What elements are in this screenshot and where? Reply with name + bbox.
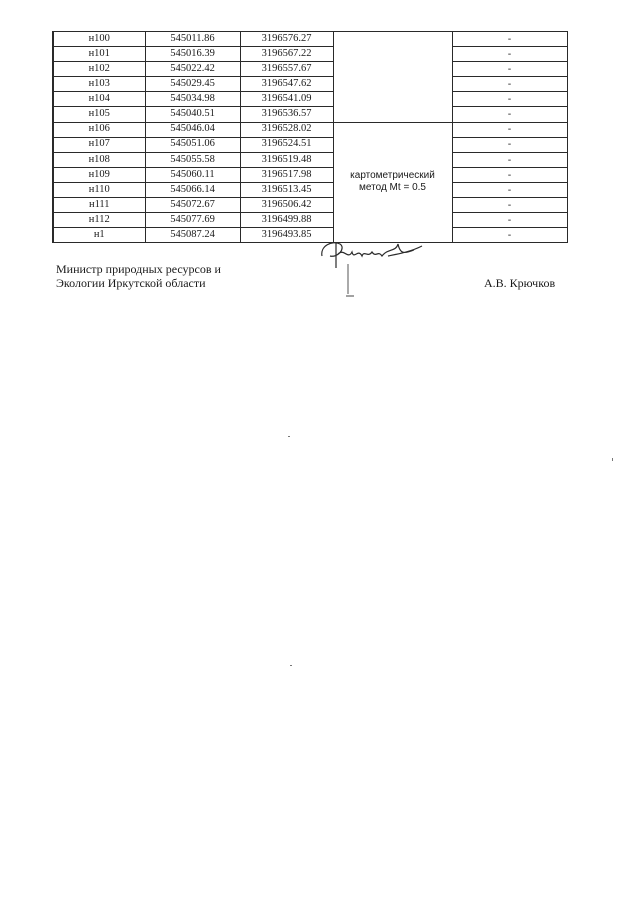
x-coordinate: 545077.69 (145, 213, 240, 228)
y-coordinate: 3196499.88 (240, 213, 333, 228)
table-row (53, 107, 567, 122)
point-label: н1 (53, 228, 145, 243)
y-coordinate: 3196541.09 (240, 92, 333, 107)
table-row (53, 182, 567, 197)
table-row (53, 92, 567, 107)
accuracy-cell: - (452, 47, 567, 62)
accuracy-cell: - (452, 198, 567, 213)
accuracy-cell: - (452, 62, 567, 77)
accuracy-cell: - (452, 167, 567, 182)
point-label: н111 (53, 198, 145, 213)
signatory-position-line-1: Министр природных ресурсов и (56, 262, 221, 276)
coordinates-table (52, 31, 568, 243)
table-row (53, 213, 567, 228)
table-row (53, 122, 567, 137)
accuracy-cell: - (452, 32, 567, 47)
accuracy-cell: - (452, 213, 567, 228)
x-coordinate: 545016.39 (145, 47, 240, 62)
y-coordinate: 3196517.98 (240, 167, 333, 182)
point-label: н109 (53, 167, 145, 182)
method-line-1: картометрический (350, 170, 435, 182)
x-coordinate: 545060.11 (145, 167, 240, 182)
signatory-name: А.В. Крючков (484, 276, 556, 290)
x-coordinate: 545046.04 (145, 122, 240, 137)
accuracy-cell: - (452, 92, 567, 107)
table-row (53, 47, 567, 62)
point-label: н101 (53, 47, 145, 62)
table-row (53, 167, 567, 182)
y-coordinate: 3196557.67 (240, 62, 333, 77)
table-row (53, 152, 567, 167)
x-coordinate: 545087.24 (145, 228, 240, 243)
point-label: н102 (53, 62, 145, 77)
accuracy-cell: - (452, 182, 567, 197)
point-label: н104 (53, 92, 145, 107)
x-coordinate: 545051.06 (145, 137, 240, 152)
table-row (53, 32, 567, 47)
point-label: н103 (53, 77, 145, 92)
x-coordinate: 545011.86 (145, 32, 240, 47)
method-line-2: метод Mt = 0.5 (359, 182, 426, 194)
point-label: н107 (53, 137, 145, 152)
coordinates-table-body (53, 32, 567, 243)
x-coordinate: 545022.42 (145, 62, 240, 77)
y-coordinate: 3196536.57 (240, 107, 333, 122)
table-row (53, 137, 567, 152)
scan-speck (288, 436, 290, 437)
y-coordinate: 3196524.51 (240, 137, 333, 152)
x-coordinate: 545040.51 (145, 107, 240, 122)
accuracy-cell: - (452, 122, 567, 137)
y-coordinate: 3196513.45 (240, 182, 333, 197)
point-label: н100 (53, 32, 145, 47)
scan-speck (612, 458, 613, 461)
x-coordinate: 545066.14 (145, 182, 240, 197)
table-row (53, 62, 567, 77)
y-coordinate: 3196506.42 (240, 198, 333, 213)
x-coordinate: 545055.58 (145, 152, 240, 167)
signatory-position (56, 262, 221, 290)
accuracy-cell: - (452, 152, 567, 167)
signatory-position-line-2: Экологии Иркутской области (56, 276, 206, 290)
x-coordinate: 545029.45 (145, 77, 240, 92)
point-label: н106 (53, 122, 145, 137)
point-label: н110 (53, 182, 145, 197)
y-coordinate: 3196519.48 (240, 152, 333, 167)
method-cell (333, 122, 452, 243)
table-row (53, 198, 567, 213)
scan-speck (290, 665, 292, 666)
accuracy-cell: - (452, 228, 567, 243)
y-coordinate: 3196547.62 (240, 77, 333, 92)
y-coordinate: 3196493.85 (240, 228, 333, 243)
accuracy-cell: - (452, 107, 567, 122)
point-label: н108 (53, 152, 145, 167)
table-row (53, 228, 567, 243)
table-row (53, 77, 567, 92)
y-coordinate: 3196567.22 (240, 47, 333, 62)
accuracy-cell: - (452, 77, 567, 92)
handwritten-signature (318, 234, 428, 304)
point-label: н112 (53, 213, 145, 228)
y-coordinate: 3196576.27 (240, 32, 333, 47)
y-coordinate: 3196528.02 (240, 122, 333, 137)
point-label: н105 (53, 107, 145, 122)
method-cell-blank (333, 32, 452, 123)
x-coordinate: 545072.67 (145, 198, 240, 213)
accuracy-cell: - (452, 137, 567, 152)
x-coordinate: 545034.98 (145, 92, 240, 107)
